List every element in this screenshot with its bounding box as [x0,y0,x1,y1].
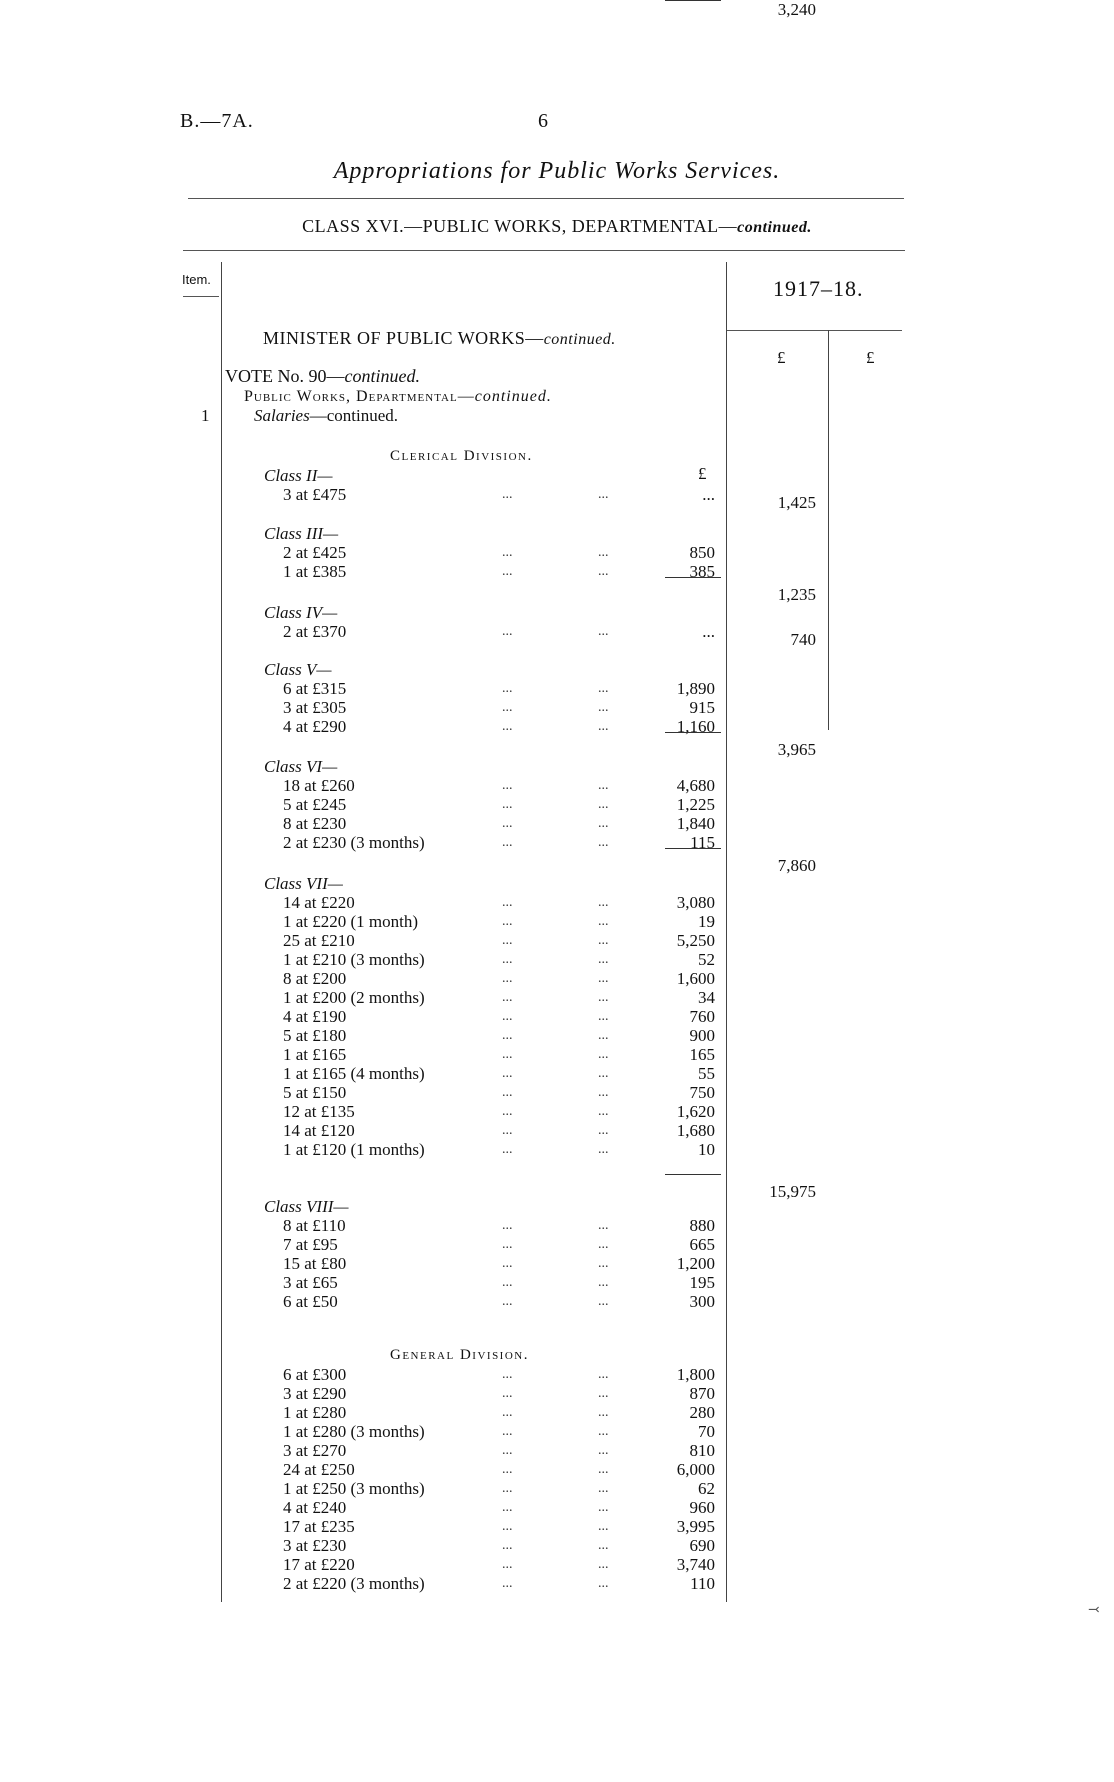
leader-dots: ... [502,914,513,929]
vote-heading-main: VOTE No. 90— [225,366,345,386]
clerical-entry-label: 12 at £135 [283,1102,355,1121]
leader-dots: ... [502,487,513,502]
clerical-entry-label: 18 at £260 [283,776,355,795]
leader-dots: ... [598,933,609,948]
general-entry-label: 3 at £230 [283,1536,347,1555]
leader-dots: ... [502,895,513,910]
leader-dots: ... [598,1237,609,1252]
leader-dots: ... [598,1085,609,1100]
clerical-row [0,874,1114,893]
general-entry-label: 2 at £220 (3 months) [283,1574,425,1593]
clerical-amount: 34 [698,988,715,1007]
leader-dots: ... [502,971,513,986]
general-row [0,1574,1114,1593]
general-row [0,1384,1114,1403]
item-number: 1 [201,406,210,425]
clerical-row [0,969,1114,988]
clerical-amount: 1,225 [676,795,715,814]
clerical-class-label: Class V— [264,660,332,679]
clerical-entry-label: 1 at £165 (4 months) [283,1064,425,1083]
leader-dots: ... [598,952,609,967]
public-works-heading [244,388,552,406]
clerical-row [0,1216,1114,1235]
clerical-row [0,1273,1114,1292]
general-entry-label: 24 at £250 [283,1460,355,1479]
leader-dots: ... [502,1142,513,1157]
leader-dots: ... [598,797,609,812]
leader-dots: ... [598,1424,609,1439]
clerical-total: 3,240 [777,0,816,19]
leader-dots: ... [502,990,513,1005]
clerical-amount: 1,600 [676,969,715,988]
subtotal-rule [665,732,721,733]
clerical-total: 1,235 [777,585,816,604]
leader-dots: ... [598,1443,609,1458]
clerical-row [0,1197,1114,1216]
general-row [0,1517,1114,1536]
general-entry-label: 3 at £270 [283,1441,347,1460]
clerical-amount: 4,680 [676,776,715,795]
leader-dots: ... [598,1405,609,1420]
leader-dots: ... [502,1275,513,1290]
general-amount: 1,800 [676,1365,715,1384]
clerical-entry-label: 8 at £110 [283,1216,346,1235]
leader-dots: ... [598,487,609,502]
clerical-amount: 385 [689,562,715,581]
leader-dots: ... [598,1123,609,1138]
leader-dots: ... [598,1386,609,1401]
clerical-row [0,1026,1114,1045]
clerical-class-label: Class VIII— [264,1197,349,1216]
page-title: Appropriations for Public Works Services. [333,158,781,184]
leader-dots: ... [502,1047,513,1062]
leader-dots: ... [502,1386,513,1401]
leader-dots: ... [502,816,513,831]
clerical-amount: 115 [690,833,715,852]
clerical-entry-label: 1 at £210 (3 months) [283,950,425,969]
leader-dots: ... [502,952,513,967]
leader-dots: ... [502,1519,513,1534]
table-top-rule [183,250,905,251]
leader-dots: ... [502,700,513,715]
leader-dots: ... [598,1009,609,1024]
subtotal-rule [665,848,721,849]
leader-dots: ... [502,1009,513,1024]
clerical-amount: 750 [689,1083,715,1102]
leader-dots: ... [502,1237,513,1252]
clerical-amount: 850 [689,543,715,562]
clerical-entry-label: 2 at £230 (3 months) [283,833,425,852]
clerical-row [0,679,1114,698]
class-heading-main: CLASS XVI.—PUBLIC WORKS, DEPARTMENTAL— [302,216,738,236]
clerical-row [0,603,1114,622]
general-amount: 70 [698,1422,715,1441]
general-entry-label: 17 at £235 [283,1517,355,1536]
clerical-total: 7,860 [777,856,816,875]
clerical-amount: 10 [698,1140,715,1159]
leader-dots: ... [502,1462,513,1477]
general-row [0,1441,1114,1460]
clerical-row [0,912,1114,931]
leader-dots: ... [502,835,513,850]
leader-dots: ... [502,933,513,948]
leader-dots: ... [502,624,513,639]
leader-dots: ... [598,1294,609,1309]
general-amount: 3,995 [676,1517,715,1536]
general-entry-label: 4 at £240 [283,1498,347,1517]
year-column-header: 1917–18. [773,276,864,301]
clerical-entry-label: 14 at £220 [283,893,355,912]
clerical-entry-label: 3 at £305 [283,698,347,717]
clerical-entry-label: 3 at £65 [283,1273,338,1292]
general-row [0,1365,1114,1384]
clerical-amount: 1,840 [676,814,715,833]
clerical-entry-label: 5 at £180 [283,1026,347,1045]
clerical-total: 15,975 [769,1182,816,1201]
general-row [0,1536,1114,1555]
leader-dots: ... [598,1028,609,1043]
general-amount: 870 [689,1384,715,1403]
leader-dots: ... [502,797,513,812]
clerical-row [0,524,1114,543]
clerical-class-label: Class II— [264,466,333,485]
clerical-entry-label: 4 at £190 [283,1007,347,1026]
clerical-row [0,814,1114,833]
clerical-amount: 19 [698,912,715,931]
general-entry-label: 3 at £290 [283,1384,347,1403]
leader-dots: ... [598,700,609,715]
leader-dots: ... [502,1500,513,1515]
general-entry-label: 1 at £250 (3 months) [283,1479,425,1498]
leader-dots: ... [502,1405,513,1420]
general-amount: 690 [689,1536,715,1555]
item-header-rule [183,296,219,297]
leader-dots: ... [502,1123,513,1138]
class-heading [0,216,1114,237]
clerical-entry-label: 6 at £315 [283,679,347,698]
clerical-entry-label: 8 at £230 [283,814,347,833]
general-entry-label: 1 at £280 [283,1403,347,1422]
clerical-class-label: Class VII— [264,874,343,893]
general-entry-label: 6 at £300 [283,1365,347,1384]
leader-dots: ... [598,778,609,793]
item-column-header: Item. [182,272,211,287]
leader-dots: ... [598,895,609,910]
minister-heading-main: MINISTER OF PUBLIC WORKS— [263,328,544,348]
leader-dots: ... [502,1481,513,1496]
clerical-amount: 165 [689,1045,715,1064]
clerical-amount: 1,680 [676,1121,715,1140]
salaries-heading-main: Salaries [254,406,310,425]
clerical-amount: 1,620 [676,1102,715,1121]
leader-dots: ... [598,971,609,986]
clerical-amount: 880 [689,1216,715,1235]
leader-dots: ... [598,719,609,734]
general-amount: 6,000 [676,1460,715,1479]
clerical-amount: 915 [689,698,715,717]
clerical-entry-label: 4 at £290 [283,717,347,736]
clerical-entry-label: 1 at £385 [283,562,347,581]
general-amount: 960 [689,1498,715,1517]
leader-dots: ... [502,1367,513,1382]
leader-dots: ... [598,1576,609,1591]
leader-dots: ... [598,1256,609,1271]
clerical-row [0,1083,1114,1102]
minister-heading-suffix: continued. [543,331,616,348]
clerical-total: 740 [790,630,816,649]
leader-dots: ... [598,1538,609,1553]
clerical-total: 3,965 [777,740,816,759]
clerical-amount: 5,250 [676,931,715,950]
title-rule [188,198,904,199]
leader-dots: ... [502,719,513,734]
clerical-row [0,1140,1114,1159]
clerical-row [0,660,1114,679]
clerical-row [0,485,1114,504]
leader-dots: ... [502,1256,513,1271]
general-row [0,1555,1114,1574]
clerical-entry-label: 6 at £50 [283,1292,338,1311]
clerical-row [0,795,1114,814]
clerical-entry-label: 3 at £475 [283,485,347,504]
minister-heading [263,328,616,349]
leader-dots: ... [598,1104,609,1119]
clerical-row [0,931,1114,950]
leader-dots: ... [598,1066,609,1081]
clerical-amount: 52 [698,950,715,969]
clerical-amount: 55 [698,1064,715,1083]
leader-dots: ... [502,1538,513,1553]
general-amount: 810 [689,1441,715,1460]
clerical-row [0,1292,1114,1311]
clerical-entry-label: 2 at £425 [283,543,347,562]
clerical-entry-label: 14 at £120 [283,1121,355,1140]
general-row [0,1479,1114,1498]
clerical-entry-label: 8 at £200 [283,969,347,988]
clerical-division-heading: Clerical Division. [390,448,533,464]
leader-dots: ... [502,1218,513,1233]
leader-dots: ... [598,1557,609,1572]
clerical-row [0,1121,1114,1140]
clerical-amount: 1,160 [676,717,715,736]
clerical-row [0,1102,1114,1121]
leader-dots: ... [502,564,513,579]
vote-heading [225,366,420,387]
clerical-amount: 1,890 [676,679,715,698]
clerical-amount: 760 [689,1007,715,1026]
salaries-heading [254,406,398,426]
clerical-row [0,757,1114,776]
leader-dots: ... [598,624,609,639]
page-number: 6 [538,110,548,132]
salaries-heading-suffix: —continued. [309,406,399,425]
document-reference: B.—7A. [180,110,254,132]
subtotal-rule [665,577,721,578]
leader-dots: ... [502,1066,513,1081]
general-entry-label: 17 at £220 [283,1555,355,1574]
leader-dots: ... [598,1218,609,1233]
clerical-row [0,1254,1114,1273]
pound-sign-amount: £ [698,464,707,483]
general-amount: 280 [689,1403,715,1422]
general-row [0,1498,1114,1517]
leader-dots: ... [598,1275,609,1290]
general-entry-label: 1 at £280 (3 months) [283,1422,425,1441]
clerical-class-label: Class III— [264,524,339,543]
clerical-entry-label: 2 at £370 [283,622,347,641]
clerical-row [0,1235,1114,1254]
leader-dots: ... [598,990,609,1005]
general-amount: 3,740 [676,1555,715,1574]
leader-dots: ... [598,816,609,831]
leader-dots: ... [502,778,513,793]
pound-sign-extra: £ [866,348,875,367]
leader-dots: ... [598,1367,609,1382]
clerical-class-label: Class VI— [264,757,338,776]
clerical-entry-label: 7 at £95 [283,1235,338,1254]
leader-dots: ... [502,1557,513,1572]
leader-dots: ... [502,1294,513,1309]
clerical-amount: 3,080 [676,893,715,912]
clerical-amount: 300 [689,1292,715,1311]
public-works-heading-main: Public Works, Departmental— [244,388,475,405]
leader-dots: ... [502,1028,513,1043]
clerical-entry-label: 1 at £220 (1 month) [283,912,419,931]
clerical-row [0,562,1114,581]
clerical-entry-label: 5 at £245 [283,795,347,814]
general-row [0,1403,1114,1422]
general-row [0,1460,1114,1479]
leader-dots: ... [598,914,609,929]
clerical-amount: 900 [689,1026,715,1045]
class-heading-suffix: continued. [737,219,812,236]
leader-dots: ... [598,1462,609,1477]
subtotal-rule [665,0,721,1]
general-amount: 110 [690,1574,715,1593]
general-amount: 62 [698,1479,715,1498]
clerical-entry-label: 5 at £150 [283,1083,347,1102]
clerical-row [0,893,1114,912]
clerical-row [0,988,1114,1007]
leader-dots: ... [502,1085,513,1100]
vote-heading-suffix: continued. [344,366,420,386]
subtotal-rule [665,1174,721,1175]
leader-dots: ... [598,681,609,696]
pound-sign-total: £ [777,348,786,367]
clerical-row [0,698,1114,717]
leader-dots: ... [502,1104,513,1119]
clerical-amount: 1,200 [676,1254,715,1273]
clerical-row [0,717,1114,736]
leader-dots: ... [702,622,715,641]
leader-dots: ... [598,564,609,579]
leader-dots: ... [598,1519,609,1534]
clerical-entry-label: 1 at £165 [283,1045,347,1064]
scan-mark-icon: ⤙ [1088,1603,1100,1618]
clerical-row [0,1045,1114,1064]
clerical-row [0,1064,1114,1083]
public-works-heading-suffix: continued. [474,388,552,405]
clerical-row [0,1007,1114,1026]
clerical-row [0,622,1114,641]
general-row [0,1422,1114,1441]
clerical-row [0,466,1114,485]
leader-dots: ... [598,835,609,850]
clerical-row [0,776,1114,795]
leader-dots: ... [598,545,609,560]
leader-dots: ... [598,1047,609,1062]
leader-dots: ... [502,1576,513,1591]
clerical-entry-label: 25 at £210 [283,931,355,950]
year-header-rule [727,330,902,331]
leader-dots: ... [502,545,513,560]
clerical-entry-label: 1 at £200 (2 months) [283,988,425,1007]
clerical-row [0,543,1114,562]
clerical-total: 1,425 [777,493,816,512]
leader-dots: ... [598,1142,609,1157]
clerical-entry-label: 1 at £120 (1 months) [283,1140,425,1159]
clerical-row [0,950,1114,969]
leader-dots: ... [502,1424,513,1439]
clerical-class-label: Class IV— [264,603,338,622]
leader-dots: ... [598,1500,609,1515]
clerical-entry-label: 15 at £80 [283,1254,347,1273]
clerical-row [0,833,1114,852]
leader-dots: ... [702,485,715,504]
clerical-amount: 665 [689,1235,715,1254]
leader-dots: ... [502,681,513,696]
leader-dots: ... [502,1443,513,1458]
general-division-heading: General Division. [390,1347,529,1363]
leader-dots: ... [598,1481,609,1496]
clerical-amount: 195 [689,1273,715,1292]
